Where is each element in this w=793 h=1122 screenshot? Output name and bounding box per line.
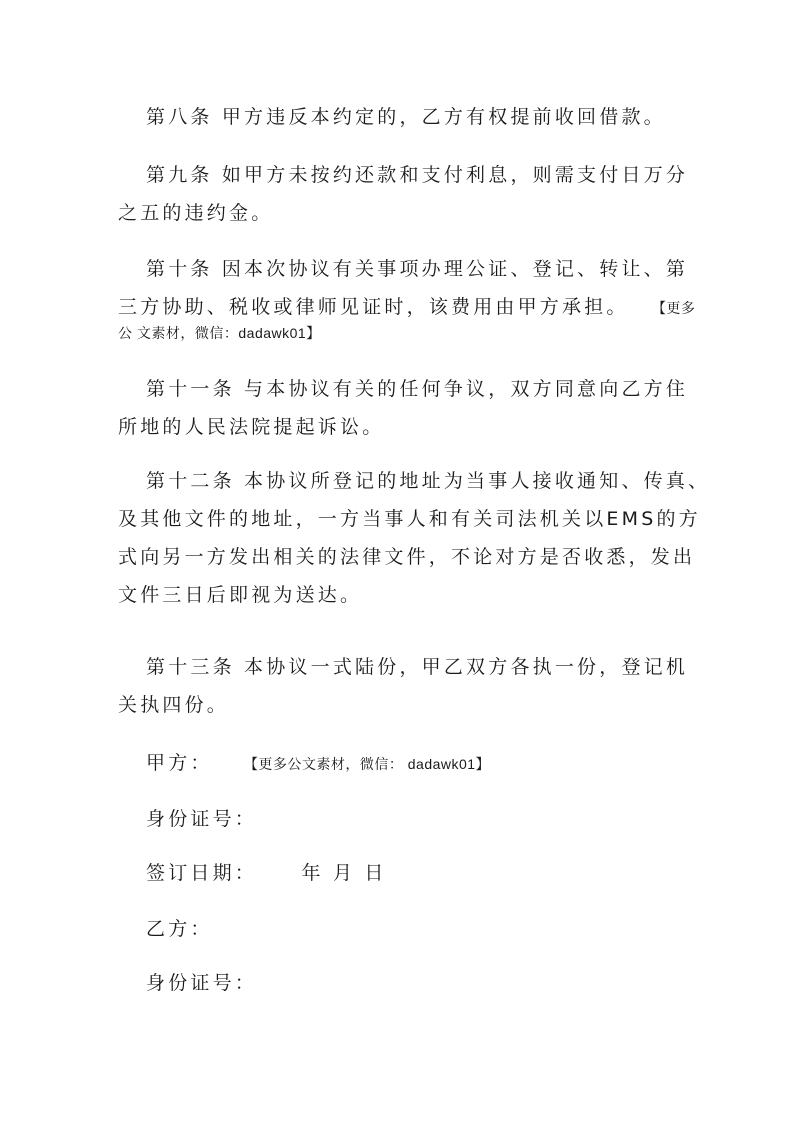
article-10-note-part-1: 【更多	[651, 300, 696, 316]
sign-date-day: 日	[364, 862, 387, 884]
party-a-note: 【更多公文素材，微信： dadawk01】	[243, 756, 491, 772]
article-10-note-part-2: 公 文素材，微信：dadawk01】	[118, 325, 321, 341]
party-b-label: 乙方：	[146, 918, 213, 940]
article-9-line-1: 第九条 如甲方未按约还款和支付利息，则需支付日万分	[146, 164, 689, 186]
party-a-label: 甲方：	[146, 752, 213, 774]
party-a-row	[146, 748, 490, 779]
party-a-id-row	[146, 804, 257, 834]
article-12-line-3: 式向另一方发出相关的法律文件，不论对方是否收悉，发出	[118, 546, 696, 568]
article-13-line-1: 第十三条 本协议一式陆份，甲乙双方各执一份，登记机	[146, 656, 689, 678]
party-a-id-label: 身份证号：	[146, 808, 258, 830]
party-b-row	[146, 914, 213, 944]
article-8	[118, 98, 674, 136]
article-11-line-1: 第十一条 与本协议有关的任何争议，双方同意向乙方住	[146, 378, 689, 400]
article-9	[118, 156, 689, 232]
article-8-line-1: 第八条 甲方违反本约定的，乙方有权提前收回借款。	[146, 106, 666, 128]
sign-date-row	[146, 858, 387, 888]
article-10-line-1: 第十条 因本次协议有关事项办理公证、登记、转让、第	[146, 258, 689, 280]
article-13	[118, 648, 689, 724]
article-10-line-2-text: 三方协助、税收或律师见证时，该费用由甲方承担。	[118, 296, 629, 318]
party-b-id-row	[146, 968, 257, 998]
article-11	[118, 370, 689, 446]
sign-date-label: 签订日期：	[146, 862, 258, 884]
article-12-line-2: 及其他文件的地址，一方当事人和有关司法机关以EMS的方	[118, 508, 701, 530]
sign-date-year: 年	[301, 862, 324, 884]
article-12-line-4: 文件三日后即视为送达。	[118, 584, 363, 606]
sign-date-month: 月	[332, 862, 356, 884]
party-b-id-label: 身份证号：	[146, 972, 258, 994]
article-13-line-2: 关执四份。	[118, 694, 230, 716]
article-12-line-1: 第十二条 本协议所登记的地址为当事人接收通知、传真、	[146, 470, 711, 492]
article-9-line-2: 之五的违约金。	[118, 202, 274, 224]
article-11-line-2: 所地的人民法院提起诉讼。	[118, 416, 385, 438]
article-10	[118, 250, 696, 345]
article-12	[118, 462, 711, 614]
